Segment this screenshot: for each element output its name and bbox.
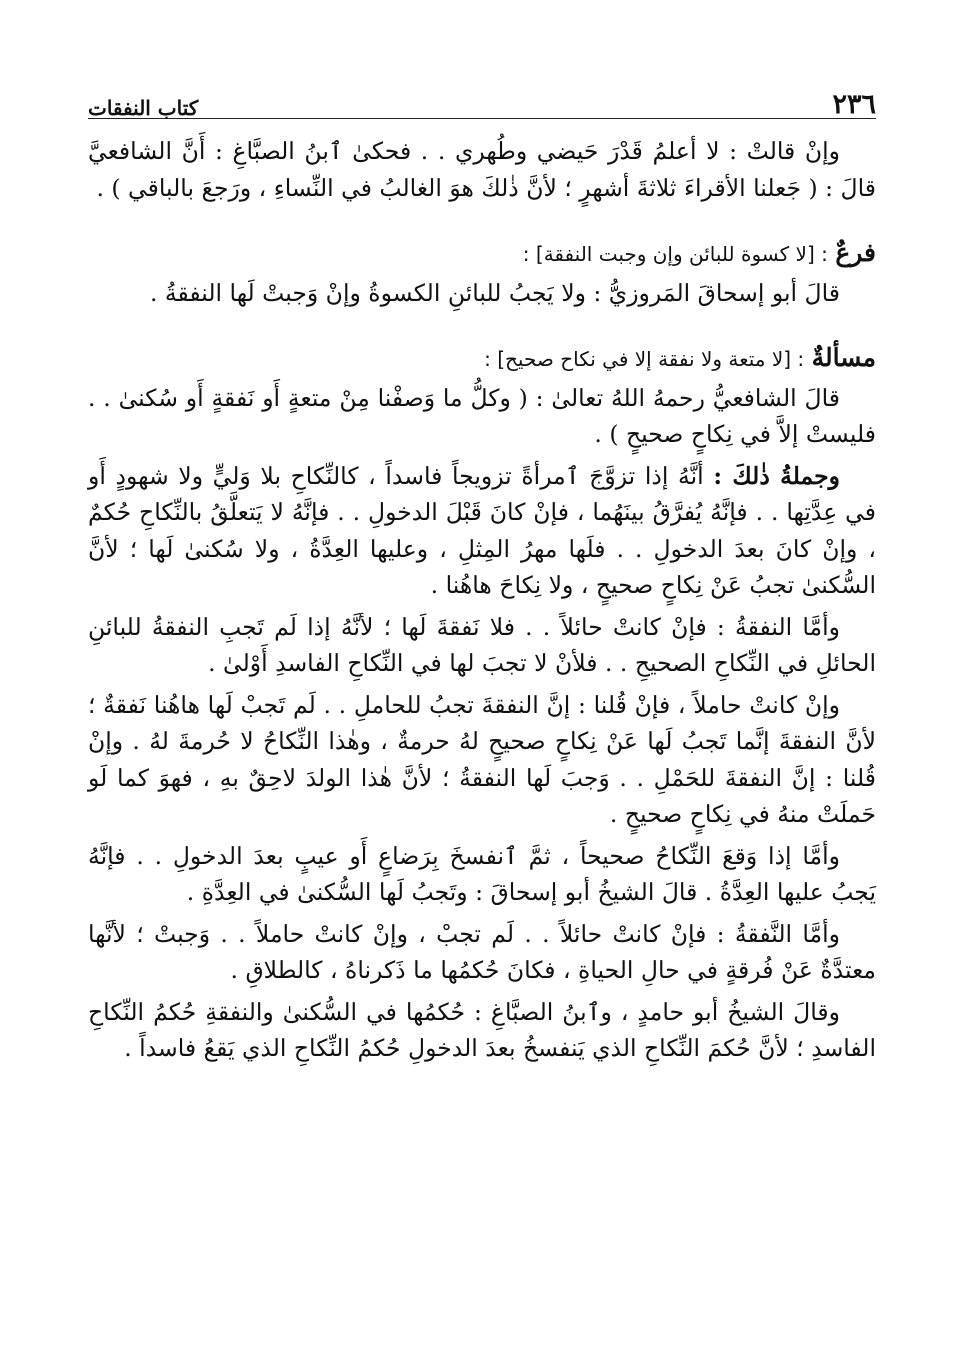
- paragraph-1: وإنْ قالتْ : لا أعلمُ قَدْرَ حَيضي وطُهري . . فحكىٰ ٱبنُ الصبَّاغِ : أَنَّ الشافعيَّ قالَ : ( جَعلنا الأقراءَ ثلاثةَ أشهرٍ ؛ لأنَّ ذٰلكَ هوَ الغالبُ في النِّساءِ ، ورَجعَ بالباقي ) .: [88, 137, 876, 202]
- heading-far-label: فرعٌ: [835, 238, 876, 267]
- page-header: [88, 78, 876, 119]
- heading-masala-label: مسألةٌ: [811, 343, 876, 372]
- paragraph-7: وأمَّا إذا وَقعَ النِّكاحُ صحيحاً ، ثمَّ ٱنفسخَ بِرَضاعٍ أَو عيبٍ بعدَ الدخولِ . . فإنَّهُ يَجبُ عليها العِدَّةُ . قالَ الشيخُ أبو إسحاقَ : وتَجبُ لَها السُّكنىٰ في العِدَّةِ .: [88, 841, 876, 906]
- paragraph-6: وإنْ كانتْ حاملاً ، فإنْ قُلنا : إنَّ النفقةَ تجبُ للحاملِ . . لَم تَجبْ لَها هاهُنا نَفقةٌ ؛ لأنَّ النفقةَ إنَّما تَجبُ لَها عَنْ نِكاحٍ صحيحٍ لهُ حرمةٌ ، وهٰذا النِّكاحُ لا حُرمةَ لهُ . وإنْ قُلنا : إنَّ النفقةَ للحَمْلِ . . وَجبَ لَها النفقةُ ؛ لأنَّ هٰذا الولدَ لاحِقٌ بهِ ، فهوَ كما لَو حَملَتْ منهُ في نِكاحٍ صحيحٍ .: [88, 690, 876, 828]
- paragraph-4-text: أنَّهُ إذا تزوَّجَ ٱمرأةً تزويجاً فاسداً ، كالنِّكاحِ بلا وَليٍّ ولا شهودٍ أَو في عِدَّتِها . . فإنَّهُ يُفرَّقُ بينَهُما ، فإنْ كانَ قَبْلَ الدخولِ . . فإنَّهُ لا يَتعلَّقُ بالنِّكاحِ حُكمٌ ، وإنْ كانَ بعدَ الدخولِ . . فلَها مهرُ المِثلِ ، وعليها العِدَّةُ ، ولا سُكنىٰ لَها ؛ لأنَّ السُّكنىٰ تجبُ عَنْ نِكاحٍ صحيحٍ ، ولا نِكاحَ هاهُنا .: [88, 461, 876, 599]
- paragraph-2: قالَ أبو إسحاقَ المَروزيُّ : ولا يَجبُ للبائنِ الكسوةُ وإنْ وَجبتْ لَها النفقةُ .: [149, 278, 840, 307]
- section-gap: [88, 316, 876, 340]
- section-heading-masala: [88, 340, 876, 378]
- page-body: [88, 133, 876, 1067]
- paragraph-8: وأمَّا النَّفقةُ : فإنْ كانتْ حائلاً . . لَم تجبْ ، وإنْ كانتْ حاملاً . . وَجبتْ ؛ لأنَّها معتدَّةٌ عَنْ فُرقةٍ في حالِ الحياةِ ، فكانَ حُكمُها ما ذَكرناهُ ، كالطلاقِ .: [88, 919, 876, 984]
- paragraph-5: وأمَّا النفقةُ : فإنْ كانتْ حائلاً . . فلا نَفقةَ لَها ؛ لأنَّهُ إذا لَم تَجبِ النفقةُ للبائنِ الحائلِ في النِّكاحِ الصحيحِ . . فلأنْ لا تجبَ لها في النِّكاحِ الفاسدِ أَوْلىٰ .: [88, 612, 876, 677]
- heading-far-text: : [لا كسوة للبائن وإن وجبت النفقة] :: [522, 242, 828, 266]
- section-gap: [88, 211, 876, 235]
- paragraph-3: قالَ الشافعيُّ رحمهُ اللهُ تعالىٰ : ( وكلُّ ما وَصفْنا مِنْ متعةٍ أَو نَفقةٍ أَو سُكنىٰ . . فليستْ إلاَّ في نِكاحٍ صحيحٍ ) .: [88, 383, 876, 448]
- running-title: كتاب النفقات: [88, 96, 199, 120]
- heading-masala-text: : [لا متعة ولا نفقة إلا في نكاح صحيح] :: [484, 347, 805, 371]
- paragraph-9: وقالَ الشيخُ أبو حامدٍ ، وٱبنُ الصبَّاغِ : حُكمُها في السُّكنىٰ والنفقةِ حُكمُ النِّكاحِ الفاسدِ ؛ لأنَّ حُكمَ النِّكاحِ الذي يَنفسخُ بعدَ الدخولِ حُكمُ النِّكاحِ الذي يَقعُ فاسداً .: [88, 997, 876, 1062]
- paragraph-4-lead: وجملةُ ذٰلكَ :: [713, 461, 840, 490]
- section-heading-far: [88, 235, 876, 273]
- page-number: ٢٣٦: [832, 89, 876, 120]
- paragraph-4: [88, 458, 876, 604]
- book-page: [88, 78, 876, 1328]
